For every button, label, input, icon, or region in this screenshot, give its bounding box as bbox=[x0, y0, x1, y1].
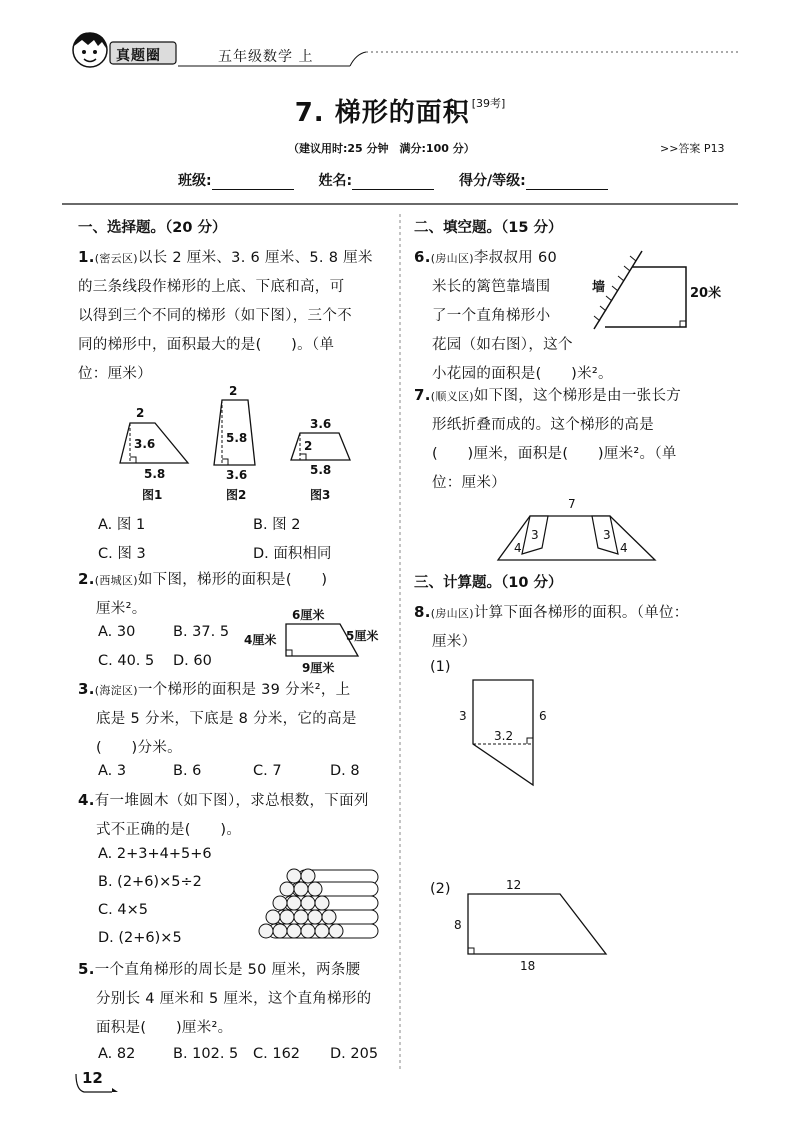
q8-p2-trapezoid bbox=[468, 894, 606, 954]
question-1 bbox=[78, 243, 388, 389]
fig3-bottom: 5.8 bbox=[310, 463, 332, 477]
q4-option-a[interactable]: A. 2+3+4+5+6 bbox=[98, 846, 212, 862]
q5-number: 5. bbox=[78, 960, 95, 978]
q1-option-c[interactable]: C. 图 3 bbox=[98, 546, 146, 562]
q3-line2: 底是 5 分米，下底是 8 分米，它的高是 bbox=[96, 711, 357, 727]
q1-line3: 以得到三个不同的梯形（如下图），三个不 bbox=[78, 308, 352, 324]
q5-line2: 分别长 4 厘米和 5 厘米，这个直角梯形的 bbox=[96, 991, 372, 1007]
q7-left-4: 4 bbox=[514, 541, 522, 555]
q8-p1-height: 3.2 bbox=[494, 729, 514, 743]
title-badge: [39考] bbox=[471, 97, 506, 110]
section-2-title: 二、填空题。（15 分） bbox=[414, 220, 563, 236]
q1-tag: (密云区) bbox=[94, 252, 138, 265]
q2-bottom-label: 9厘米 bbox=[302, 661, 335, 675]
q5-option-a[interactable]: A. 82 bbox=[98, 1046, 136, 1062]
class-label: 班级: bbox=[178, 173, 212, 189]
fig1-height: 3.6 bbox=[134, 437, 156, 451]
q7-number: 7. bbox=[414, 386, 431, 404]
q8-number: 8. bbox=[414, 603, 431, 621]
q4-option-b[interactable]: B. (2+6)×5÷2 bbox=[98, 874, 202, 890]
q6-fence bbox=[605, 267, 686, 327]
question-7 bbox=[414, 381, 734, 498]
fig3-caption: 图3 bbox=[310, 488, 331, 502]
page-number: 12 bbox=[82, 1069, 103, 1087]
question-8 bbox=[414, 598, 734, 657]
fig1-top: 2 bbox=[136, 406, 145, 420]
fig3-top: 3.6 bbox=[310, 417, 332, 431]
question-5 bbox=[78, 955, 398, 1043]
q8-line2: 厘米） bbox=[432, 634, 477, 650]
q5-option-c[interactable]: C. 162 bbox=[253, 1046, 301, 1062]
q7-line2: 形纸折叠而成的。这个梯形的高是 bbox=[432, 417, 654, 433]
q2-top-label: 6厘米 bbox=[292, 608, 325, 622]
q7-line3: ( )厘米，面积是( )厘米²。（单 bbox=[432, 446, 677, 462]
q8-p2-left: 8 bbox=[454, 918, 462, 932]
q7-line4: 位：厘米） bbox=[432, 475, 506, 491]
q2-number: 2. bbox=[78, 570, 95, 588]
score-label: 得分/等级: bbox=[458, 173, 526, 189]
fig2-caption: 图2 bbox=[226, 488, 247, 502]
q2-option-c[interactable]: C. 40. 5 bbox=[98, 653, 155, 669]
fig2-bottom: 3.6 bbox=[226, 468, 248, 482]
q2-line1: 如下图，梯形的面积是( ) bbox=[137, 572, 328, 588]
q4-number: 4. bbox=[78, 791, 95, 809]
section-1-title: 一、选择题。（20 分） bbox=[78, 220, 227, 236]
q1-option-d[interactable]: D. 面积相同 bbox=[253, 546, 332, 562]
q3-option-a[interactable]: A. 3 bbox=[98, 763, 127, 779]
q1-line1: 以长 2 厘米、3. 6 厘米、5. 8 厘米 bbox=[137, 250, 373, 266]
q1-figures bbox=[110, 380, 370, 506]
q2-option-b[interactable]: B. 37. 5 bbox=[173, 624, 230, 640]
q3-number: 3. bbox=[78, 680, 95, 698]
q2-option-d[interactable]: D. 60 bbox=[173, 653, 212, 669]
q3-option-c[interactable]: C. 7 bbox=[253, 763, 282, 779]
q8-p1-left: 3 bbox=[459, 709, 467, 723]
q7-figure bbox=[490, 492, 670, 566]
q2-line2: 厘米²。 bbox=[96, 601, 147, 617]
q6-number: 6. bbox=[414, 248, 431, 266]
title-text: 7. 梯形的面积 bbox=[294, 98, 470, 128]
q2-option-a[interactable]: A. 30 bbox=[98, 624, 136, 640]
q3-line3: ( )分米。 bbox=[96, 740, 182, 756]
q6-figure bbox=[586, 243, 736, 343]
q6-wall-label: 墙 bbox=[592, 280, 606, 295]
q7-top-label: 7 bbox=[568, 497, 576, 511]
q2-left-label: 4厘米 bbox=[244, 633, 277, 647]
q6-line5: 小花园的面积是( )米²。 bbox=[432, 366, 613, 382]
q6-tag: (房山区) bbox=[430, 252, 474, 265]
q4-line1: 有一堆圆木（如下图），求总根数，下面列 bbox=[94, 793, 369, 809]
q2-right-label: 5厘米 bbox=[346, 629, 379, 643]
q3-tag: (海淀区) bbox=[94, 684, 138, 697]
q1-option-b[interactable]: B. 图 2 bbox=[253, 517, 301, 533]
q1-number: 1. bbox=[78, 248, 95, 266]
question-4 bbox=[78, 786, 398, 845]
fig2-height: 5.8 bbox=[226, 431, 248, 445]
fig3-height: 2 bbox=[304, 439, 313, 453]
q6-line1: 李叔叔用 60 bbox=[473, 250, 558, 266]
q8-tag: (房山区) bbox=[430, 607, 474, 620]
question-3 bbox=[78, 675, 398, 763]
fig1-caption: 图1 bbox=[142, 488, 163, 502]
q3-option-b[interactable]: B. 6 bbox=[173, 763, 202, 779]
q8-p1-right: 6 bbox=[539, 709, 547, 723]
q1-line5: 位：厘米） bbox=[78, 366, 152, 382]
q7-tag: (顺义区) bbox=[430, 390, 474, 403]
q5-option-d[interactable]: D. 205 bbox=[330, 1046, 379, 1062]
q4-option-d[interactable]: D. (2+6)×5 bbox=[98, 930, 182, 946]
q6-line4: 花园（如右图），这个 bbox=[432, 337, 573, 353]
q6-line3: 了一个直角梯形小 bbox=[432, 308, 551, 324]
q8-part1-label: (1) bbox=[430, 659, 451, 675]
q4-option-c[interactable]: C. 4×5 bbox=[98, 902, 148, 918]
q8-p2-top: 12 bbox=[506, 878, 522, 892]
fig1-bottom: 5.8 bbox=[144, 467, 166, 481]
q5-line3: 面积是( )厘米²。 bbox=[96, 1020, 233, 1036]
q5-option-b[interactable]: B. 102. 5 bbox=[173, 1046, 239, 1062]
name-label: 姓名: bbox=[318, 173, 353, 189]
q3-line1: 一个梯形的面积是 39 分米²，上 bbox=[137, 682, 351, 698]
q7-right-3: 3 bbox=[603, 528, 611, 542]
fig2-top: 2 bbox=[229, 384, 238, 398]
section-3-title: 三、计算题。（10 分） bbox=[414, 575, 563, 591]
brand-label: 真题圈 bbox=[116, 48, 161, 64]
q2-tag: (西城区) bbox=[94, 574, 138, 587]
q1-line4: 同的梯形中，面积最大的是( )。（单 bbox=[78, 337, 335, 353]
time-info: （建议用时:25 分钟 满分:100 分） bbox=[288, 142, 475, 155]
log-pile-illustration bbox=[258, 862, 390, 946]
q7-right-4: 4 bbox=[620, 541, 628, 555]
q7-line1: 如下图，这个梯形是由一张长方 bbox=[473, 388, 682, 404]
answer-ref: >>答案 P13 bbox=[660, 142, 725, 155]
q8-figure-2 bbox=[448, 874, 618, 974]
q8-p2-bottom: 18 bbox=[520, 959, 536, 973]
q8-figure-1 bbox=[450, 660, 570, 800]
q6-side-label: 20米 bbox=[690, 286, 722, 301]
q1-option-a[interactable]: A. 图 1 bbox=[98, 517, 146, 533]
q8-part2-label: (2) bbox=[430, 881, 451, 897]
q3-option-d[interactable]: D. 8 bbox=[330, 763, 360, 779]
q1-line2: 的三条线段作梯形的上底、下底和高，可 bbox=[78, 279, 345, 295]
q4-line2: 式不正确的是( )。 bbox=[96, 822, 242, 838]
q6-line2: 米长的篱笆靠墙围 bbox=[432, 279, 551, 295]
q2-figure bbox=[240, 604, 390, 678]
q8-line1: 计算下面各梯形的面积。（单位： bbox=[473, 605, 689, 621]
q7-left-3: 3 bbox=[531, 528, 539, 542]
title-badge-text: 39考 bbox=[476, 97, 502, 110]
subject-label: 五年级数学 上 bbox=[218, 49, 314, 65]
q5-line1: 一个直角梯形的周长是 50 厘米，两条腰 bbox=[94, 962, 361, 978]
